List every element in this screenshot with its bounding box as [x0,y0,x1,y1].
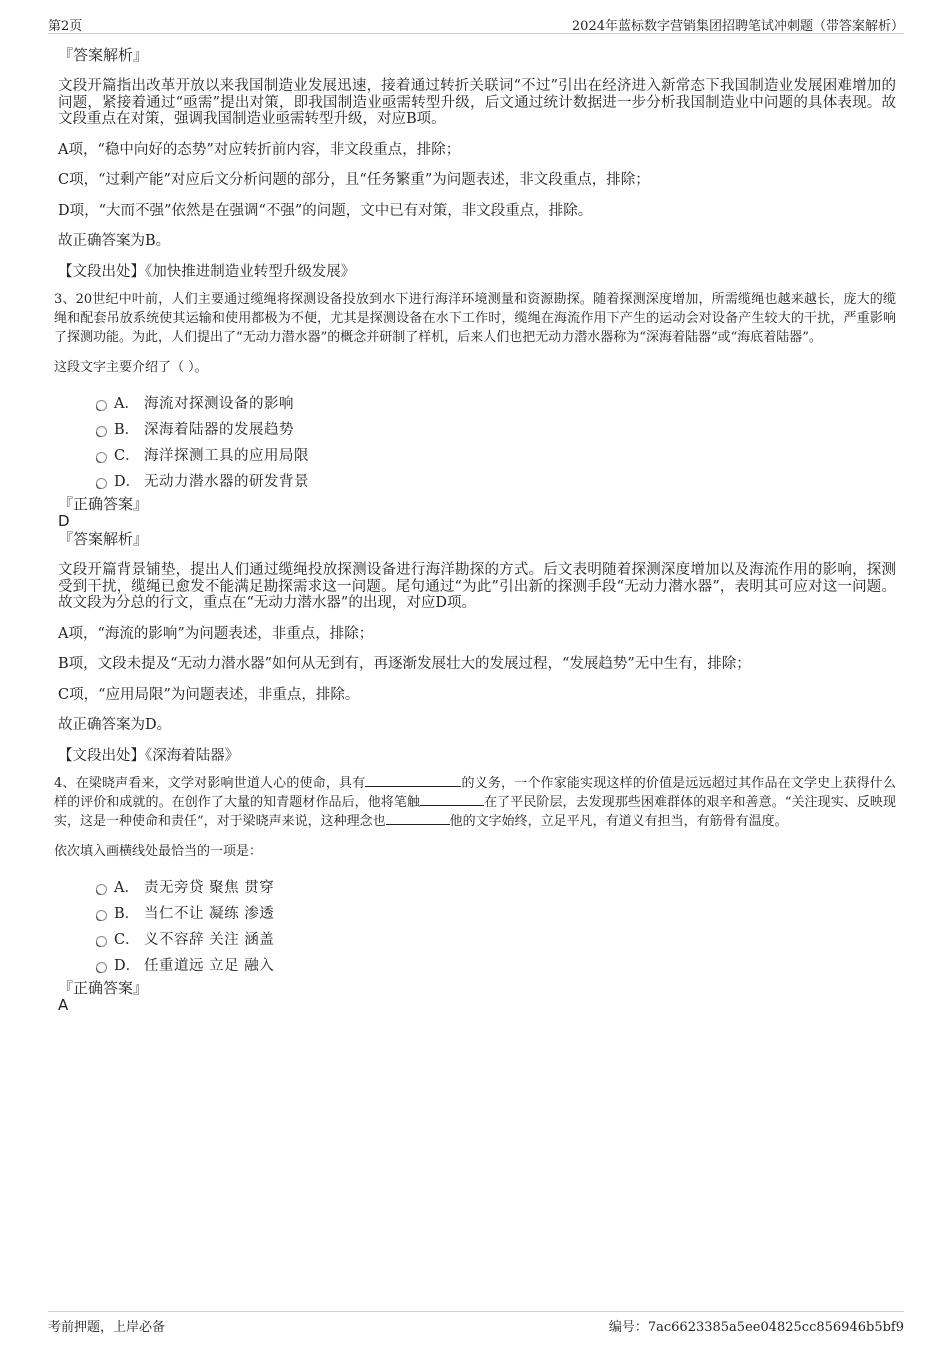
source-citation: 【文段出处】《加快推进制造业转型升级发展》 [58,263,356,280]
analysis-option-c: C项，“应用局限”为问题表述，非重点，排除。 [58,686,360,703]
question-4-text [54,774,896,831]
option-text: 任重道远 立足 融入 [144,958,275,974]
document-id: 编号：7ac6623385a5ee04825cc856946b5bf9 [608,1320,904,1335]
document-title: 2024年蓝标数字营销集团招聘笔试冲刺题（带答案解析） [571,19,904,34]
analysis-option-d: D项，“大而不强”依然是在强调“不强”的问题，文中已有对策，非文段重点，排除。 [58,202,593,219]
question-3-option-b[interactable] [96,417,896,443]
analysis-paragraph: 文段开篇指出改革开放以来我国制造业发展迅速，接着通过转折关联词“不过”引出在经济进入新常态下我国制造业发展困难增加的问题，紧接着通过“亟需”提出对策，即我国制造业亟需转型升级，后文通过统计数据进一步分析我国制造业中问题的具体表现。故文段重点在对策，强调我国制造业亟需转型升级，对应B项。 [58,78,896,127]
source-citation: 【文段出处】《深海着陆器》 [58,747,240,764]
question-3-prompt: 这段文字主要介绍了（ ）。 [54,360,208,375]
question-3-options [54,391,896,495]
analysis-label: 『答案解析』 [58,46,149,64]
option-letter: C． [114,448,140,464]
question-3-option-c[interactable] [96,443,896,469]
analysis-option-a: A项，“海流的影响”为问题表述，非重点，排除； [58,625,374,642]
option-text: 深海着陆器的发展趋势 [144,422,294,438]
page-number: 第2页 [48,19,83,34]
footer-slogan: 考前押题，上岸必备 [48,1320,166,1335]
question-4-option-b[interactable] [96,901,896,927]
correct-answer-label: 『正确答案』 [58,979,149,997]
correct-answer-label: 『正确答案』 [58,495,149,513]
question-3-text: 3、20世纪中叶前，人们主要通过缆绳将探测设备投放到水下进行海洋环境测量和资源勘探。随着探测深度增加，所需缆绳也越来越长，庞大的缆绳和配套吊放系统使其运输和使用都极为不便，尤其是探测设备在水下工作时，缆绳在海流作用下产生的运动会对设备产生较大的干扰，严重影响了探测功能。为此，人们提出了“无动力潜水器”的概念并研制了样机，后来人们也把无动力潜水器称为“深海着陆器”或“海底着陆器”。 [54,292,896,345]
radio-icon[interactable] [96,910,107,921]
radio-icon[interactable] [96,400,107,411]
question-3-option-a[interactable] [96,391,896,417]
option-letter: C． [114,932,140,948]
option-text: 义不容辞 关注 涵盖 [144,932,275,948]
question-4-option-a[interactable] [96,875,896,901]
question-4-text-part: 4、在梁晓声看来，文学对影响世道人心的使命，具有 [54,776,366,791]
option-text: 责无旁贷 聚焦 贯穿 [144,880,275,896]
analysis-option-b: B项，文段未提及“无动力潜水器”如何从无到有，再逐渐发展壮大的发展过程，“发展趋势”无中生有，排除； [58,656,751,672]
option-letter: B． [114,906,140,922]
option-letter: A． [114,396,139,412]
analysis-option-a: A项，“稳中向好的态势”对应转折前内容，非文段重点，排除； [58,141,461,158]
radio-icon[interactable] [96,936,107,947]
document-body [54,46,896,1014]
question-4-text-part: 的义务，一个作家能实现这样的价值是远远超过其作品在文学史上获得什么样的评价和成就的。在创作了大量的知青题材作品后，他将笔触 [54,776,896,810]
question-4-text-part: 在了平民阶层，去发现那些困难群体的艰辛和善意。“关注现实、反映现实，这是一种使命和责任”，对于梁晓声来说，这种理念也 [54,795,896,829]
radio-icon[interactable] [96,452,107,463]
correct-answer: D [58,512,70,530]
question-4-option-d[interactable] [96,953,896,979]
question-4-option-c[interactable] [96,927,896,953]
fill-blank [365,774,461,787]
option-letter: D． [114,474,141,490]
question-4-options [54,875,896,979]
question-3-option-d[interactable] [96,469,896,495]
option-text: 海流对探测设备的影响 [144,396,294,412]
analysis-paragraph: 文段开篇背景铺垫，提出人们通过缆绳投放探测设备进行海洋勘探的方式。后文表明随着探测深度增加以及海流作用的影响，探测受到干扰，缆绳已愈发不能满足勘探需求这一问题。尾句通过“为此”引出新的探测手段“无动力潜水器”，表明其可应对这一问题。故文段为分总的行文，重点在“无动力潜水器”的出现，对应D项。 [58,562,896,611]
option-text: 无动力潜水器的研发背景 [144,474,309,490]
option-letter: A． [114,880,139,896]
fill-blank [420,793,484,806]
page-header [48,15,904,34]
correct-answer: A [58,996,69,1014]
radio-icon[interactable] [96,884,107,895]
question-4-prompt: 依次填入画横线处最恰当的一项是： [54,844,263,859]
question-4-text-part: 他的文字始终，立足平凡，有道义有担当，有筋骨有温度。 [449,814,788,829]
analysis-option-c: C项，“过剩产能”对应后文分析问题的部分，且“任务繁重”为问题表述，非文段重点，排除； [58,172,650,188]
analysis-conclusion: 故正确答案为D。 [58,717,172,733]
option-letter: D． [114,958,141,974]
page-footer [48,1311,904,1334]
fill-blank [386,812,450,825]
option-text: 当仁不让 凝练 渗透 [144,906,275,922]
option-text: 海洋探测工具的应用局限 [144,448,309,464]
radio-icon[interactable] [96,478,107,489]
radio-icon[interactable] [96,426,107,437]
radio-icon[interactable] [96,962,107,973]
analysis-label: 『答案解析』 [58,530,149,548]
analysis-conclusion: 故正确答案为B。 [58,233,171,249]
option-letter: B． [114,422,140,438]
